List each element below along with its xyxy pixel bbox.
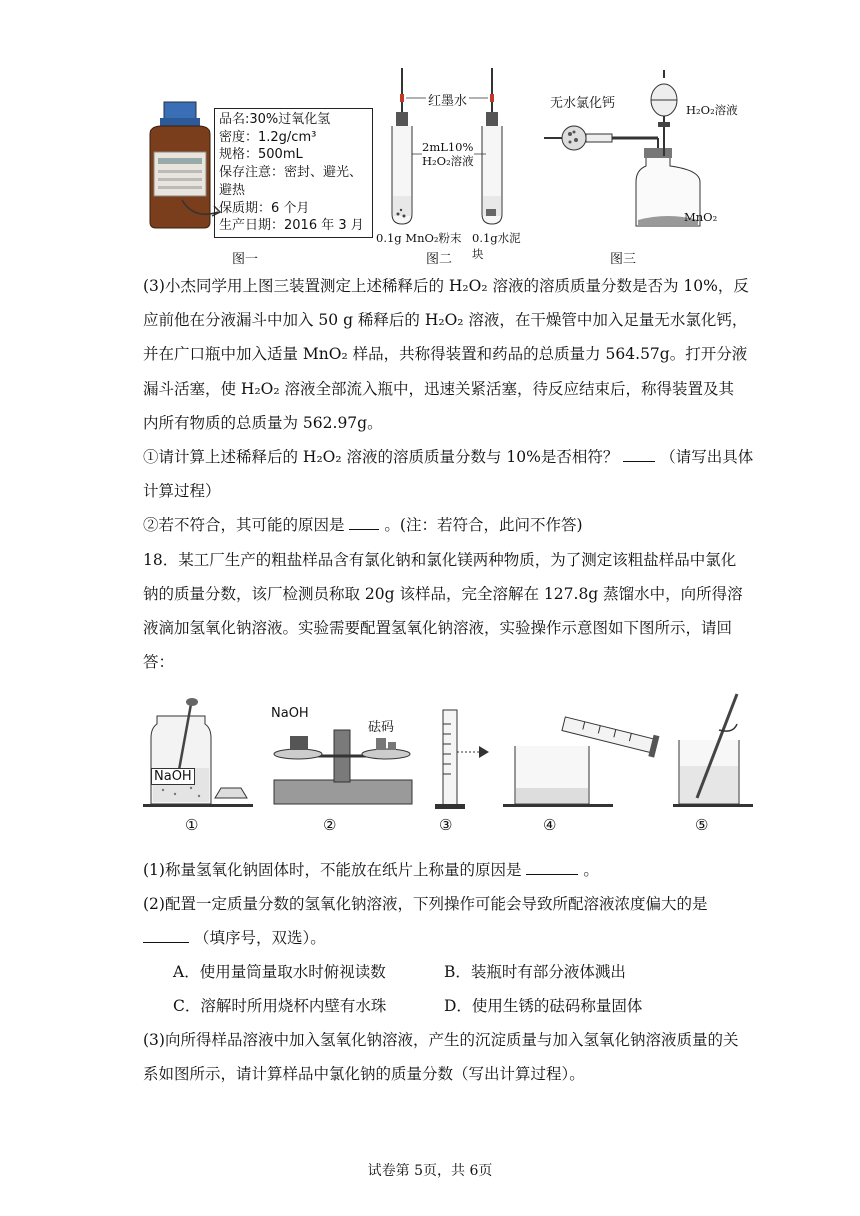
answer-blank[interactable]: [526, 874, 578, 875]
q17-line: 并在广口瓶中加入适量 MnO₂ 样品，共称得装置和药品的总质量力 564.57g。打开分液: [143, 345, 748, 363]
q18-part3-line: 系如图所示，请计算样品中氯化钠的质量分数（写出计算过程）。: [143, 1065, 585, 1083]
q18-part2-note: （填序号，双选）。: [193, 929, 326, 947]
label-line: 品名:30%过氧化氢: [219, 112, 331, 127]
catalyst-label: MnO₂: [684, 210, 718, 224]
q17-sub2-note: 。(注：若符合，此问不作答): [384, 516, 583, 534]
answer-blank[interactable]: [143, 942, 189, 943]
step-label: ①: [185, 816, 199, 834]
figure-2: [376, 64, 526, 267]
q18-line: 答：: [143, 653, 175, 671]
q18-line: 18．某工厂生产的粗盐样品含有氯化钠和氯化镁两种物质，为了测定该粗盐样品中氯化: [143, 551, 737, 569]
figure-3-caption: 图三: [610, 252, 637, 267]
q18-part3-line: (3)向所得样品溶液中加入氢氧化钠溶液，产生的沉淀质量与加入氢氧化钠溶液质量的关: [143, 1031, 739, 1049]
q17-sub2-text: ②若不符合，其可能的原因是: [143, 516, 345, 534]
funnel-label: H₂O₂溶液: [686, 103, 738, 117]
solution-name: H₂O₂溶液: [422, 154, 474, 168]
step-label: ⑤: [695, 816, 709, 834]
q18-part1-text: (1)称量氢氧化钠固体时，不能放在纸片上称量的原因是: [143, 861, 522, 879]
option-b[interactable]: B．装瓶时有部分液体溅出: [444, 963, 626, 981]
q18-part2-cont: [143, 927, 326, 949]
option-c[interactable]: C．溶解时所用烧杯内壁有水珠: [173, 997, 387, 1015]
step-label: ④: [543, 816, 557, 834]
label-box: [214, 108, 373, 238]
graduated-cylinder-icon: [431, 690, 491, 820]
q18-part1: [143, 859, 599, 881]
q17-sub1-note: （请写出具体: [660, 448, 754, 466]
figure-3: [540, 66, 770, 266]
figure-1: [140, 90, 380, 265]
q17-line: 应前他在分液漏斗中加入 50 g 稀释后的 H₂O₂ 溶液，在干燥管中加入足量无水氯化钙，: [143, 311, 748, 329]
option-a[interactable]: A．使用量筒量取水时俯视读数: [173, 963, 386, 981]
label-line: 规格：500mL: [219, 147, 303, 163]
step-label: ③: [439, 816, 453, 834]
bottle-naoh-label: NaOH: [151, 768, 195, 785]
q18-part1-end: 。: [583, 861, 599, 879]
q17-line: 内所有物质的总质量为 562.97g。: [143, 414, 383, 432]
q17-line: (3)小杰同学用上图三装置测定上述稀释后的 H₂O₂ 溶液的溶质质量分数是否为 10%，反: [143, 277, 749, 295]
solution-concentration: 2mL10%: [422, 140, 474, 154]
red-ink-label: 红墨水: [426, 90, 469, 109]
q17-sub2: [143, 514, 583, 536]
q17-sub1-text: ①请计算上述稀释后的 H₂O₂ 溶液的溶质质量分数与 10%是否相符？: [143, 448, 619, 466]
answer-blank[interactable]: [349, 529, 379, 530]
figure-2-caption: 图二: [426, 252, 453, 267]
page-footer: 试卷第 5页，共 6页: [367, 1163, 493, 1179]
step-label: ②: [323, 816, 337, 834]
right-tube-label: 0.1g水泥块: [472, 231, 521, 261]
solution-label: [422, 140, 474, 168]
pouring-water-icon: [503, 690, 663, 820]
label-line: 密度：1.2g/cm³: [219, 129, 317, 145]
label-line: 保质期：6 个月: [219, 200, 310, 216]
option-d[interactable]: D．使用生锈的砝码称量固体: [444, 997, 643, 1015]
label-line: 保存注意：密封、避光、: [219, 165, 363, 181]
answer-blank[interactable]: [623, 461, 655, 462]
q18-line: 液滴加氢氧化钠溶液。实验需要配置氢氧化钠溶液，实验操作示意图如下图所示，请回: [143, 619, 733, 637]
q18-line: 钠的质量分数，该厂检测员称取 20g 该样品，完全溶解在 127.8g 蒸馏水中，向所得溶: [143, 585, 743, 603]
q17-sub1: [143, 446, 753, 468]
figure-1-caption: 图一: [232, 252, 259, 267]
q17-line: 漏斗活塞，使 H₂O₂ 溶液全部流入瓶中，迅速关紧活塞，待反应结束后，称得装置及其: [143, 380, 735, 398]
q17-sub1-cont: 计算过程）: [143, 482, 221, 500]
weights-label: 砝码: [368, 720, 395, 735]
left-tube-label: 0.1g MnO₂粉末: [376, 231, 462, 245]
label-line: 避热: [219, 182, 246, 198]
q18-part2: (2)配置一定质量分数的氢氧化钠溶液，下列操作可能会导致所配溶液浓度偏大的是: [143, 895, 708, 913]
label-line: 生产日期：2016 年 3 月: [219, 218, 364, 234]
reagent-bottle-icon: [143, 690, 253, 820]
desiccant-label: 无水氯化钙: [550, 96, 616, 111]
balance-naoh-label: NaOH: [271, 706, 309, 721]
stirring-beaker-icon: [673, 690, 753, 820]
operation-figure: [143, 690, 753, 840]
